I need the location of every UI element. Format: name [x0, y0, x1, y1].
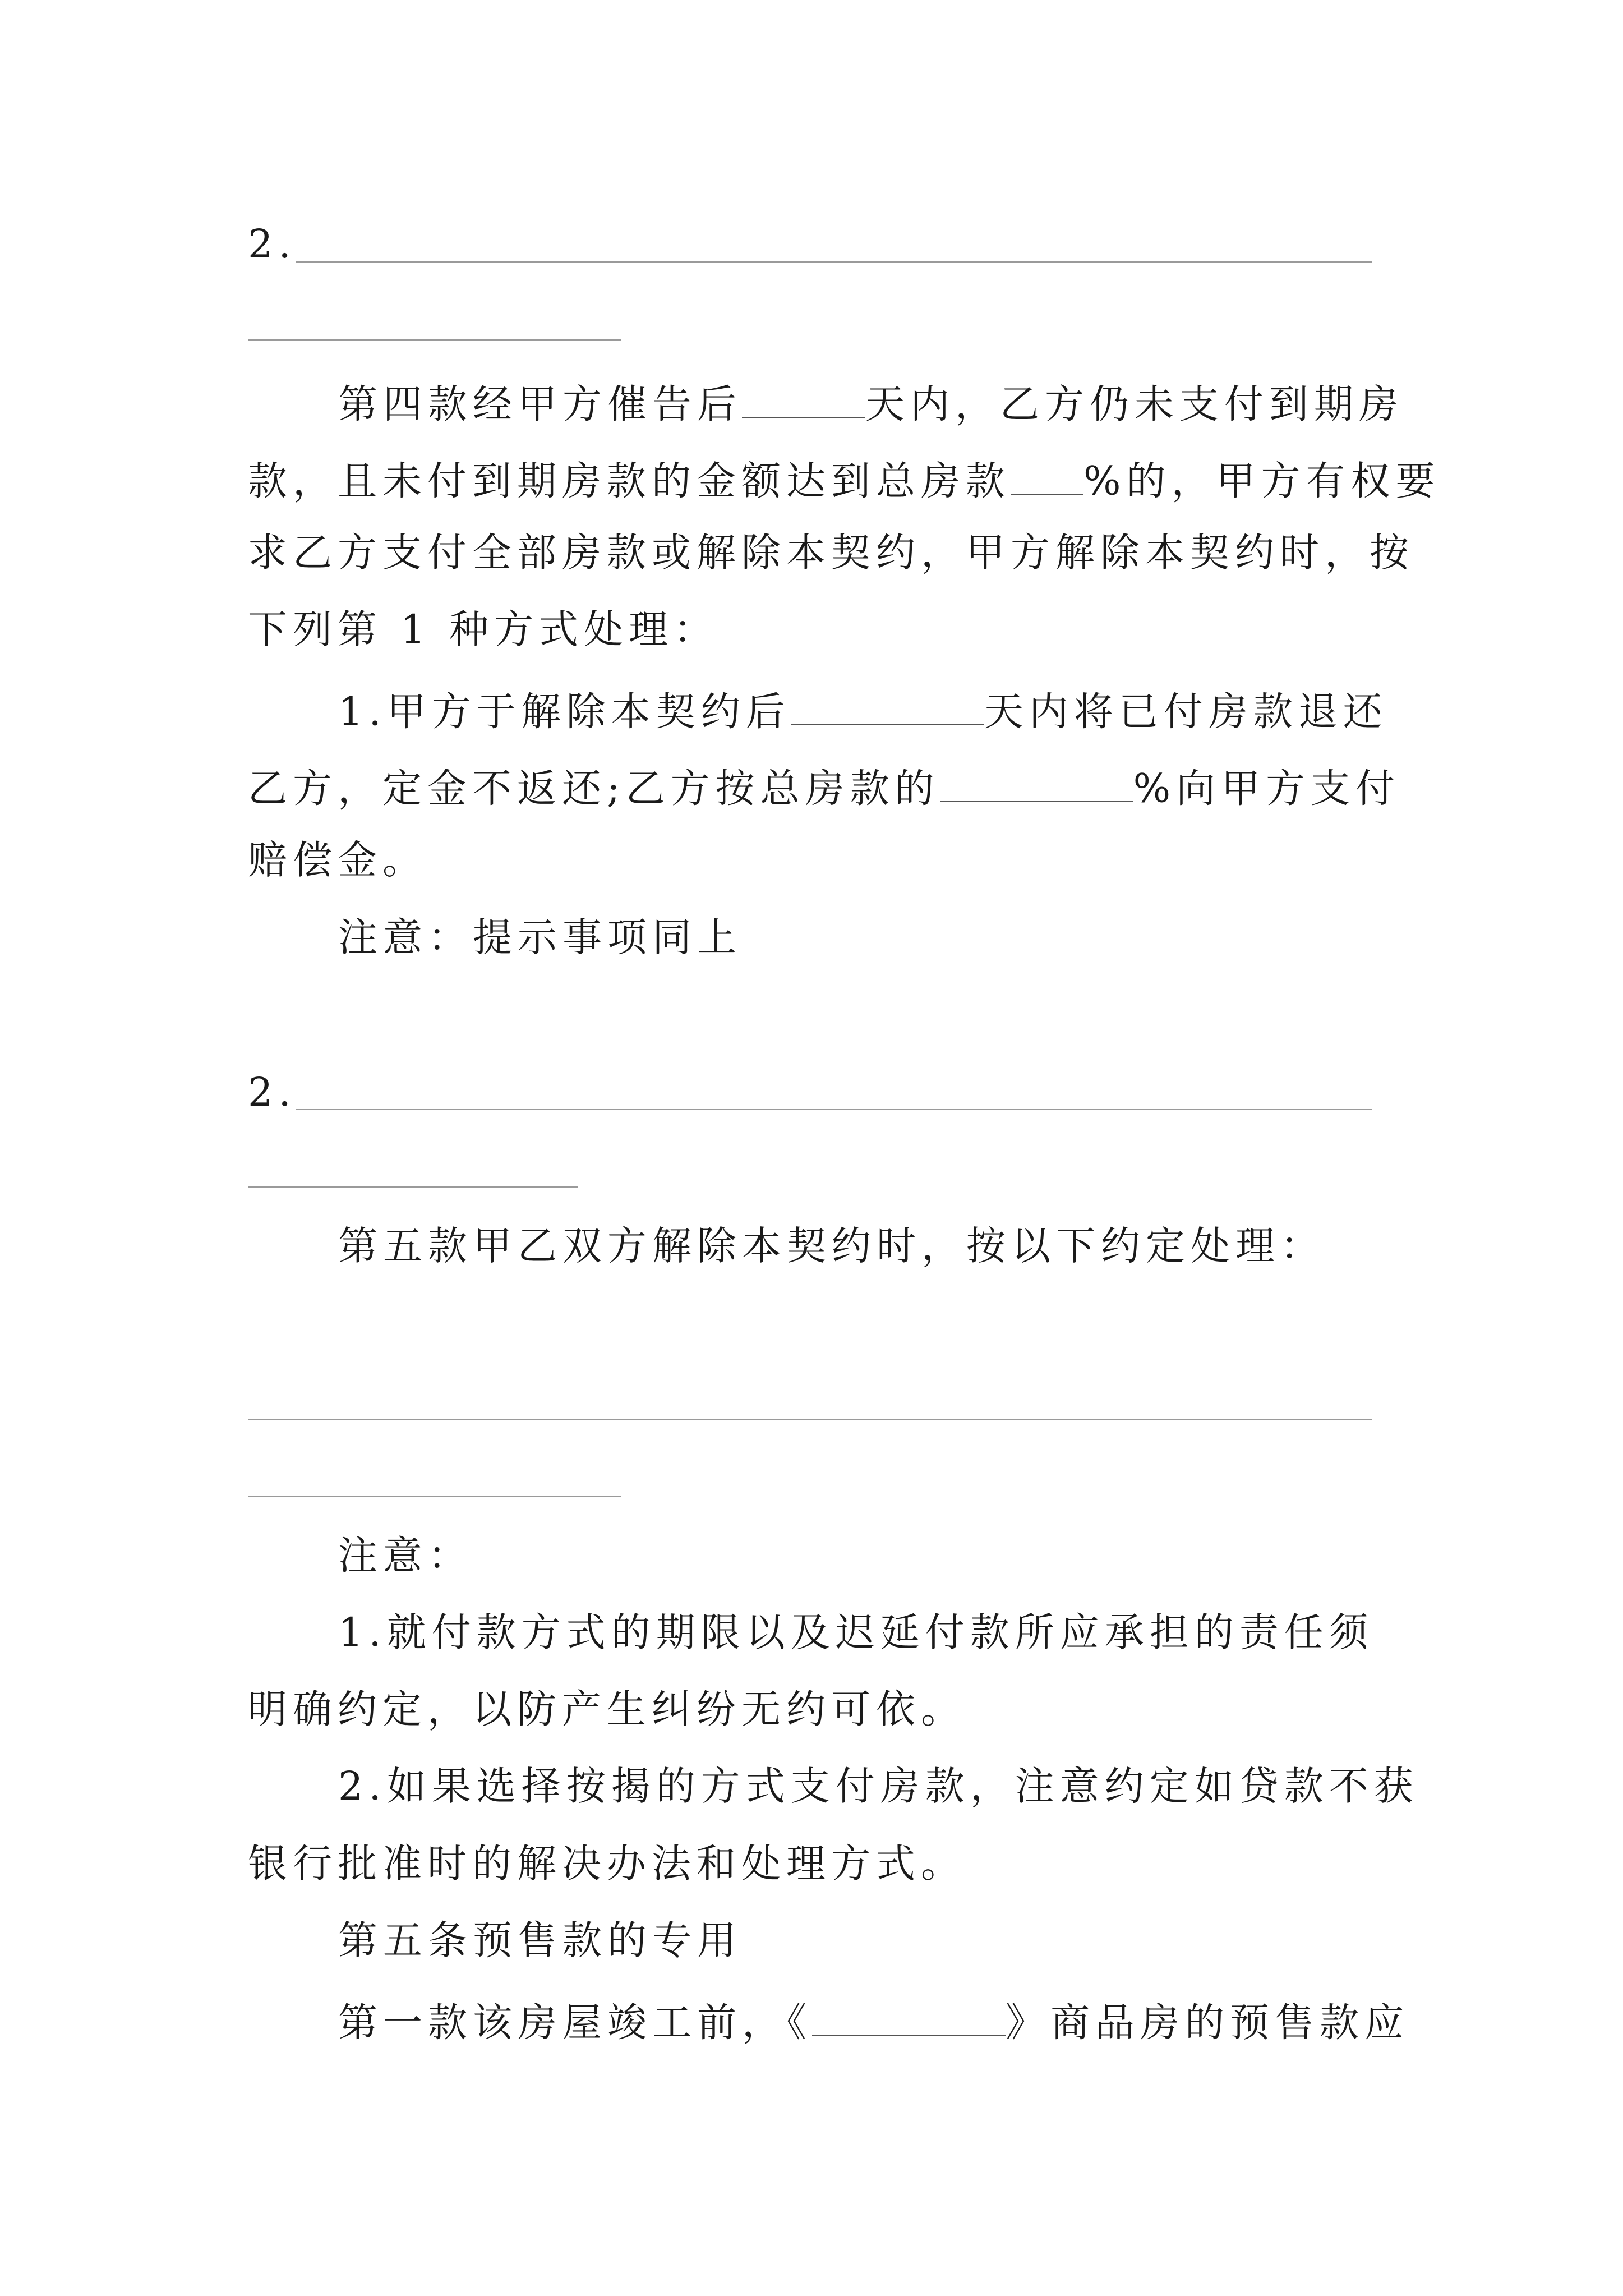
clause4-line2	[248, 456, 1441, 504]
note-title	[338, 1533, 473, 1579]
text: 第四款经甲方催告后	[338, 381, 742, 427]
item-number-2	[248, 221, 297, 267]
note1-line2	[248, 1686, 966, 1732]
text: 天内，乙方仍未支付到期房	[865, 381, 1404, 427]
text: 赔偿金。	[248, 837, 427, 883]
item-number-2	[248, 1069, 297, 1115]
clause5-title	[338, 1223, 1325, 1269]
blank-rule	[248, 1496, 621, 1497]
clause4-item1-line1	[338, 687, 1388, 735]
text: 乙方，定金不返还;乙方按总房款的	[248, 765, 940, 812]
clause4-line3	[248, 530, 1414, 576]
note-same-line	[338, 914, 742, 960]
clause4-item1-line3	[248, 837, 427, 883]
fill-blank	[791, 687, 984, 725]
text: 求乙方支付全部房款或解除本契约，甲方解除本契约时，按	[248, 530, 1414, 576]
text: 银行批准时的解决办法和处理方式。	[248, 1841, 966, 1887]
fill-blank	[812, 1998, 1006, 2036]
fill-blank	[1011, 456, 1083, 495]
text: 下列第 1 种方式处理：	[248, 606, 719, 652]
text: 天内将已付房款退还	[984, 688, 1388, 735]
text: 2.如果选择按揭的方式支付房款，注意约定如贷款不获	[338, 1763, 1419, 1809]
note2-line2	[248, 1841, 966, 1887]
text: 1.甲方于解除本契约后	[338, 688, 791, 735]
blank-rule	[248, 339, 621, 341]
text: %的，甲方有权要	[1083, 458, 1441, 504]
item-number-text: 2.	[248, 1069, 297, 1115]
clause4-line4	[248, 606, 719, 652]
blank-rule	[248, 1186, 578, 1188]
clause4-line1	[338, 379, 1404, 427]
article5-title	[338, 1917, 742, 1963]
text: 注意：提示事项同上	[338, 914, 742, 960]
text: 》商品房的预售款应	[1006, 1999, 1409, 2046]
text: 第五条预售款的专用	[338, 1917, 742, 1963]
fill-blank	[940, 763, 1133, 802]
note1-line1	[338, 1609, 1374, 1655]
text: 第一款该房屋竣工前，《	[338, 1999, 812, 2046]
fill-blank	[742, 379, 865, 418]
text: 明确约定，以防产生纠纷无约可依。	[248, 1686, 966, 1732]
article5-clause1	[338, 1998, 1409, 2046]
text: 注意：	[338, 1533, 473, 1579]
text: 款，且未付到期房款的金额达到总房款	[248, 458, 1011, 504]
blank-rule	[248, 1419, 1372, 1420]
item-number-text: 2.	[248, 221, 297, 267]
note2-line1	[338, 1763, 1419, 1809]
blank-rule	[296, 261, 1372, 263]
blank-rule	[296, 1109, 1372, 1110]
text: %向甲方支付	[1133, 765, 1401, 812]
text: 第五款甲乙双方解除本契约时，按以下约定处理：	[338, 1223, 1325, 1269]
text: 1.就付款方式的期限以及迟延付款所应承担的责任须	[338, 1609, 1374, 1655]
clause4-item1-line2	[248, 763, 1401, 812]
